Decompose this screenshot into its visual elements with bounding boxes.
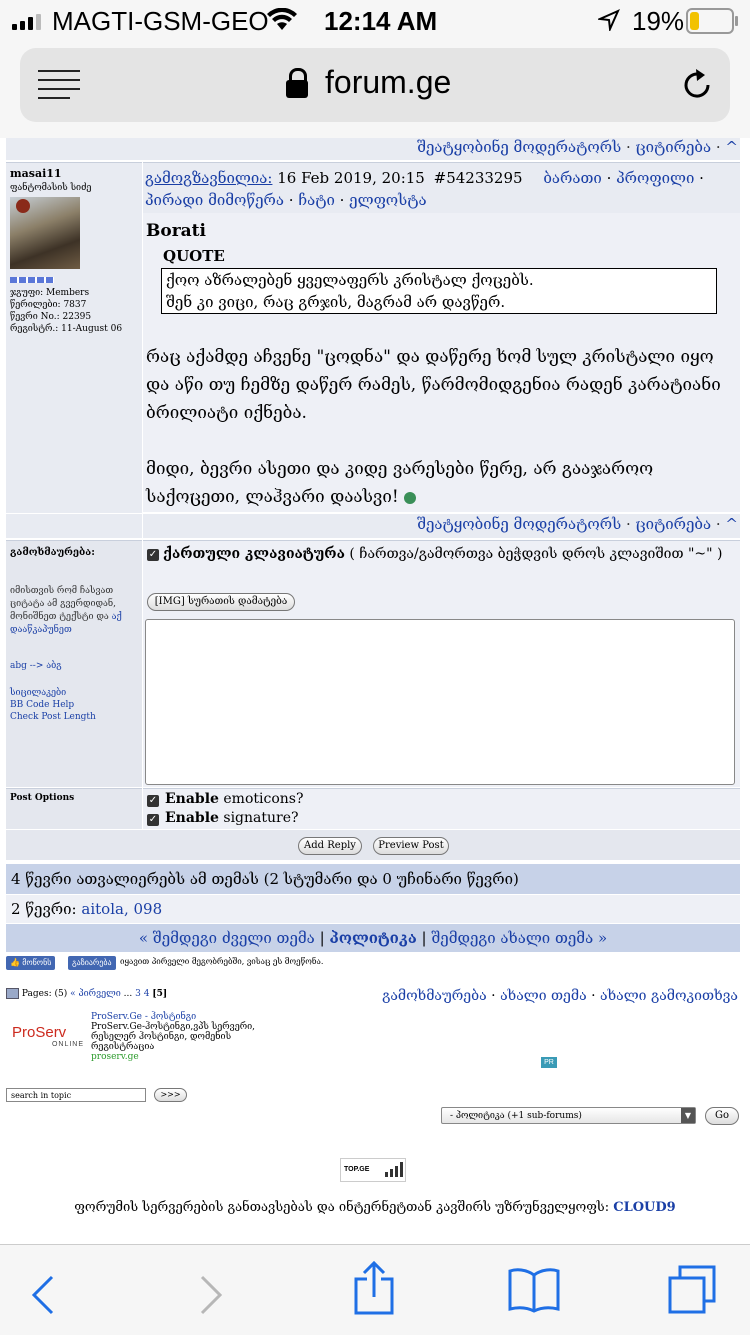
author-link-email[interactable]: ელფოსტა [349, 191, 427, 209]
quote-link-bottom[interactable]: ციტირება [635, 515, 712, 533]
reply-textarea[interactable] [145, 619, 735, 785]
author-posts: წერილები: 7837 [10, 300, 87, 310]
reload-icon[interactable] [680, 68, 714, 102]
chevron-down-icon: ▼ [681, 1108, 695, 1123]
georgian-keyboard-checkbox[interactable]: ✓ [148, 549, 158, 560]
prev-topic-link[interactable]: « შემდეგი ძველი თემა [138, 929, 315, 947]
bbcode-help-link[interactable]: BB Code Help [10, 700, 75, 710]
share-button[interactable]: გაზიარება [68, 956, 116, 970]
forum-jump-go-button[interactable]: Go [705, 1107, 739, 1125]
rating-pips [10, 277, 54, 283]
social-row [6, 956, 740, 970]
hosting-footer [0, 1200, 750, 1215]
viewers-summary: 4 წევრი ათვალიერებს ამ თემას (2 სტუმარი და 0 უჩინარი წევრი) [11, 870, 519, 888]
hosting-footer-text: ფორუმის სერვერების განთავსებას და ინტერნეტთან კავშირს უზრუნველყოფს: [74, 1200, 610, 1215]
quote-help-text: იმისთვის რომ ჩასვათ ციტატა ამ გვერდიდან, მონიშნეთ ტექსტი და [10, 586, 116, 622]
nav-separator-2: | [421, 929, 427, 947]
viewers-members [11, 900, 162, 918]
bookmarks-icon[interactable] [508, 1267, 560, 1313]
clock: 12:14 AM [324, 6, 438, 36]
smilies-link[interactable]: სიცილაკები [10, 688, 67, 698]
add-image-button[interactable]: [IMG] სურათის დამატება [147, 593, 295, 611]
quote-label: QUOTE [163, 247, 225, 265]
nav-separator-1: | [319, 929, 325, 947]
forward-icon[interactable] [198, 1275, 224, 1315]
author-name[interactable]: masai11 [10, 167, 62, 180]
url-text[interactable]: forum.ge [325, 64, 452, 100]
author-member-no: წევრი No.: 22395 [10, 312, 92, 322]
author-title: ფანტომასის სიძე [10, 183, 92, 193]
back-icon[interactable] [30, 1275, 56, 1315]
viewers-members-row [6, 895, 740, 923]
battery-icon [686, 8, 734, 34]
post-paragraph-1: რაც აქამდე აჩვენე "ცოდნა" და დაწერე ხომ სულ კრისტალი იყო და აწი თუ ჩემზე დაწერ რამეს, წარმომიდგენია რადენ კარატიანი ბრილიატი იქნება. [146, 347, 721, 423]
ad-title[interactable]: ProServ.Ge - ჰოსტინგი [91, 1012, 197, 1022]
tabs-icon[interactable] [668, 1265, 718, 1315]
reply-side-panel [6, 540, 142, 787]
post-paragraph-2-wrap [146, 455, 716, 511]
address-bar[interactable] [20, 48, 730, 122]
page-4-link[interactable]: 4 [143, 989, 150, 999]
proserv-logo-bottom: ONLINE [51, 1041, 84, 1048]
submit-row [6, 830, 740, 860]
signature-option-bold: Enable [165, 810, 219, 826]
status-bar [0, 0, 750, 40]
proserv-logo[interactable] [12, 1024, 84, 1050]
topic-nav [6, 929, 740, 947]
report-link-bottom[interactable]: შეატყობინე მოდერატორს [417, 515, 622, 533]
current-page: [5] [152, 989, 168, 999]
proserv-logo-top: ProServ [12, 1024, 67, 1041]
topic-actions: გამოხმაურება · ახალი თემა · ახალი გამოკითხვა [382, 988, 738, 1004]
like-button[interactable]: 👍 მოწონს [6, 956, 55, 970]
posted-label[interactable]: გამოგზავნილია: [145, 169, 273, 187]
laughing-smiley-icon [404, 492, 416, 504]
preview-post-button[interactable]: Preview Post [373, 837, 449, 855]
transliteration-link[interactable]: abg --> აბგ [10, 661, 62, 671]
keyboard-toggle [163, 545, 733, 564]
avatar[interactable] [10, 197, 80, 269]
signature-checkbox[interactable]: ✓ [148, 814, 158, 825]
post-options-panel [6, 788, 142, 829]
post-id: #54233295 [433, 169, 523, 187]
emoticons-checkbox[interactable]: ✓ [148, 795, 158, 806]
topge-label: TOP.GE [344, 1166, 370, 1173]
signature-option-text: signature? [223, 810, 299, 826]
viewers-members-list[interactable]: aitola, 098 [81, 900, 163, 918]
forum-jump-select[interactable] [441, 1107, 696, 1124]
quote-help-link[interactable]: აქ დააწკაპუნეთ [10, 612, 122, 635]
post-header [143, 162, 740, 213]
author-link-pm[interactable]: პირადი მიმოწერა [145, 191, 285, 209]
author-link-chat[interactable]: ჩატი [298, 191, 335, 209]
post-meta: გამოგზავნილია: 16 Feb 2019, 20:15 #54233295 ბარათი · პროფილი · პირადი მიმოწერა · ჩატი · ელფოსტა [145, 169, 704, 209]
battery-percent: 19% [632, 6, 685, 36]
post-options [143, 788, 740, 829]
quote-line-2: შენ კი ვიცი, რაც გრჯის, მაგრამ არ დავწერ. [166, 293, 506, 311]
location-icon [598, 9, 620, 31]
posted-date: 16 Feb 2019, 20:15 [277, 169, 425, 187]
first-page-link[interactable]: « პირველი [70, 989, 121, 999]
author-registered: რეგისტრ.: 11-August 06 [10, 324, 123, 334]
search-topic-input[interactable]: search in topic [6, 1088, 146, 1102]
emoticons-option-text: emoticons? [223, 791, 304, 807]
emoticons-option-bold: Enable [165, 791, 219, 807]
like-label: მოწონს [22, 958, 52, 967]
pages-label: Pages: (5) [21, 989, 68, 999]
carrier-name: MAGTI-GSM-GEO [52, 6, 269, 36]
report-link[interactable]: შეატყობინე მოდერატორს [417, 138, 622, 156]
scroll-up-link[interactable]: ^ [725, 138, 738, 156]
ad-domain[interactable]: proserv.ge [91, 1052, 139, 1062]
keyboard-hint: ( ჩართვა/გამორთვა ბეჭდვის დროს კლავიშით "~" ) [349, 546, 723, 562]
menu-icon[interactable] [38, 70, 80, 100]
pages-icon [6, 988, 19, 999]
post-actions-bottom: შეატყობინე მოდერატორს · ციტირება · ^ [417, 515, 738, 533]
signal-icon [12, 14, 48, 30]
author-panel [6, 162, 142, 513]
keyboard-label: ქართული კლავიატურა [163, 546, 345, 562]
viewers-summary-row [6, 864, 740, 894]
reply-editor-panel [143, 540, 740, 787]
search-topic-button[interactable]: >>> [154, 1088, 187, 1102]
cloud9-link[interactable]: CLOUD9 [613, 1200, 676, 1215]
new-topic-link[interactable]: ახალი თემა [500, 988, 587, 1004]
forum-page [0, 138, 750, 1244]
transliteration-link-wrap [10, 661, 62, 671]
quote-box [161, 268, 717, 314]
share-icon[interactable] [354, 1261, 394, 1315]
quote-line-1: ქოო აზრალებენ ყველაფერს კრისტალ ქოცებს. [166, 271, 534, 289]
pr-badge: PR [541, 1057, 557, 1068]
quote-link[interactable]: ციტირება [635, 138, 712, 156]
quoted-user: Borati [146, 221, 206, 241]
author-group: ჯგუფი: Members [10, 288, 90, 298]
check-length-link[interactable]: Check Post Length [10, 712, 96, 722]
post-paragraph-2: მიდი, ბევრი ასეთი და კიდე ვარესები წერე, არ გააჯაროო საქოცეთი, ლაჰვარი დაასვი! [146, 459, 654, 507]
lock-icon [286, 68, 308, 98]
forum-jump-value: - პოლიტიკა (+1 sub-forums) [450, 1111, 582, 1121]
post-footer-left [6, 514, 142, 538]
reply-action-link[interactable]: გამოხმაურება [382, 988, 487, 1004]
pages-dots: ... [123, 989, 133, 999]
wifi-icon [266, 8, 298, 32]
topge-counter[interactable] [340, 1158, 406, 1182]
page-3-link[interactable]: 3 [135, 989, 141, 999]
reply-help-links [10, 687, 96, 723]
quote-help [10, 585, 138, 637]
viewers-members-label: 2 წევრი: [11, 900, 77, 918]
browser-toolbar [0, 1244, 750, 1335]
social-text: იყავით პირველი მეგობრებში, ვისაც ეს მოეწონა. [120, 957, 324, 966]
author-stats [10, 287, 122, 335]
scroll-up-link-bottom[interactable]: ^ [725, 515, 738, 533]
author-link-card[interactable]: ბარათი [543, 169, 602, 187]
next-topic-link[interactable]: შემდეგი ახალი თემა » [431, 929, 608, 947]
post-actions-top-links: შეატყობინე მოდერატორს · ციტირება · ^ [417, 138, 738, 156]
post-options-label: Post Options [10, 793, 75, 803]
post-body [143, 213, 740, 512]
emoticons-option [165, 791, 303, 807]
pagination [6, 988, 167, 999]
ad-text [91, 1012, 271, 1062]
ad-description: ProServ.Ge-ჰოსტინგი,ვპს სერვერი, რესელერ ჰოსტინგი, დომენის რეგისტრაცია [91, 1022, 256, 1052]
author-link-profile[interactable]: პროფილი [616, 169, 695, 187]
signature-option [165, 810, 299, 826]
new-poll-link[interactable]: ახალი გამოკითხვა [600, 988, 738, 1004]
reply-label: გამოხმაურება: [10, 547, 95, 558]
forum-link[interactable]: პოლიტიკა [329, 929, 417, 947]
topic-nav-row [6, 924, 740, 952]
add-reply-button[interactable]: Add Reply [298, 837, 362, 855]
